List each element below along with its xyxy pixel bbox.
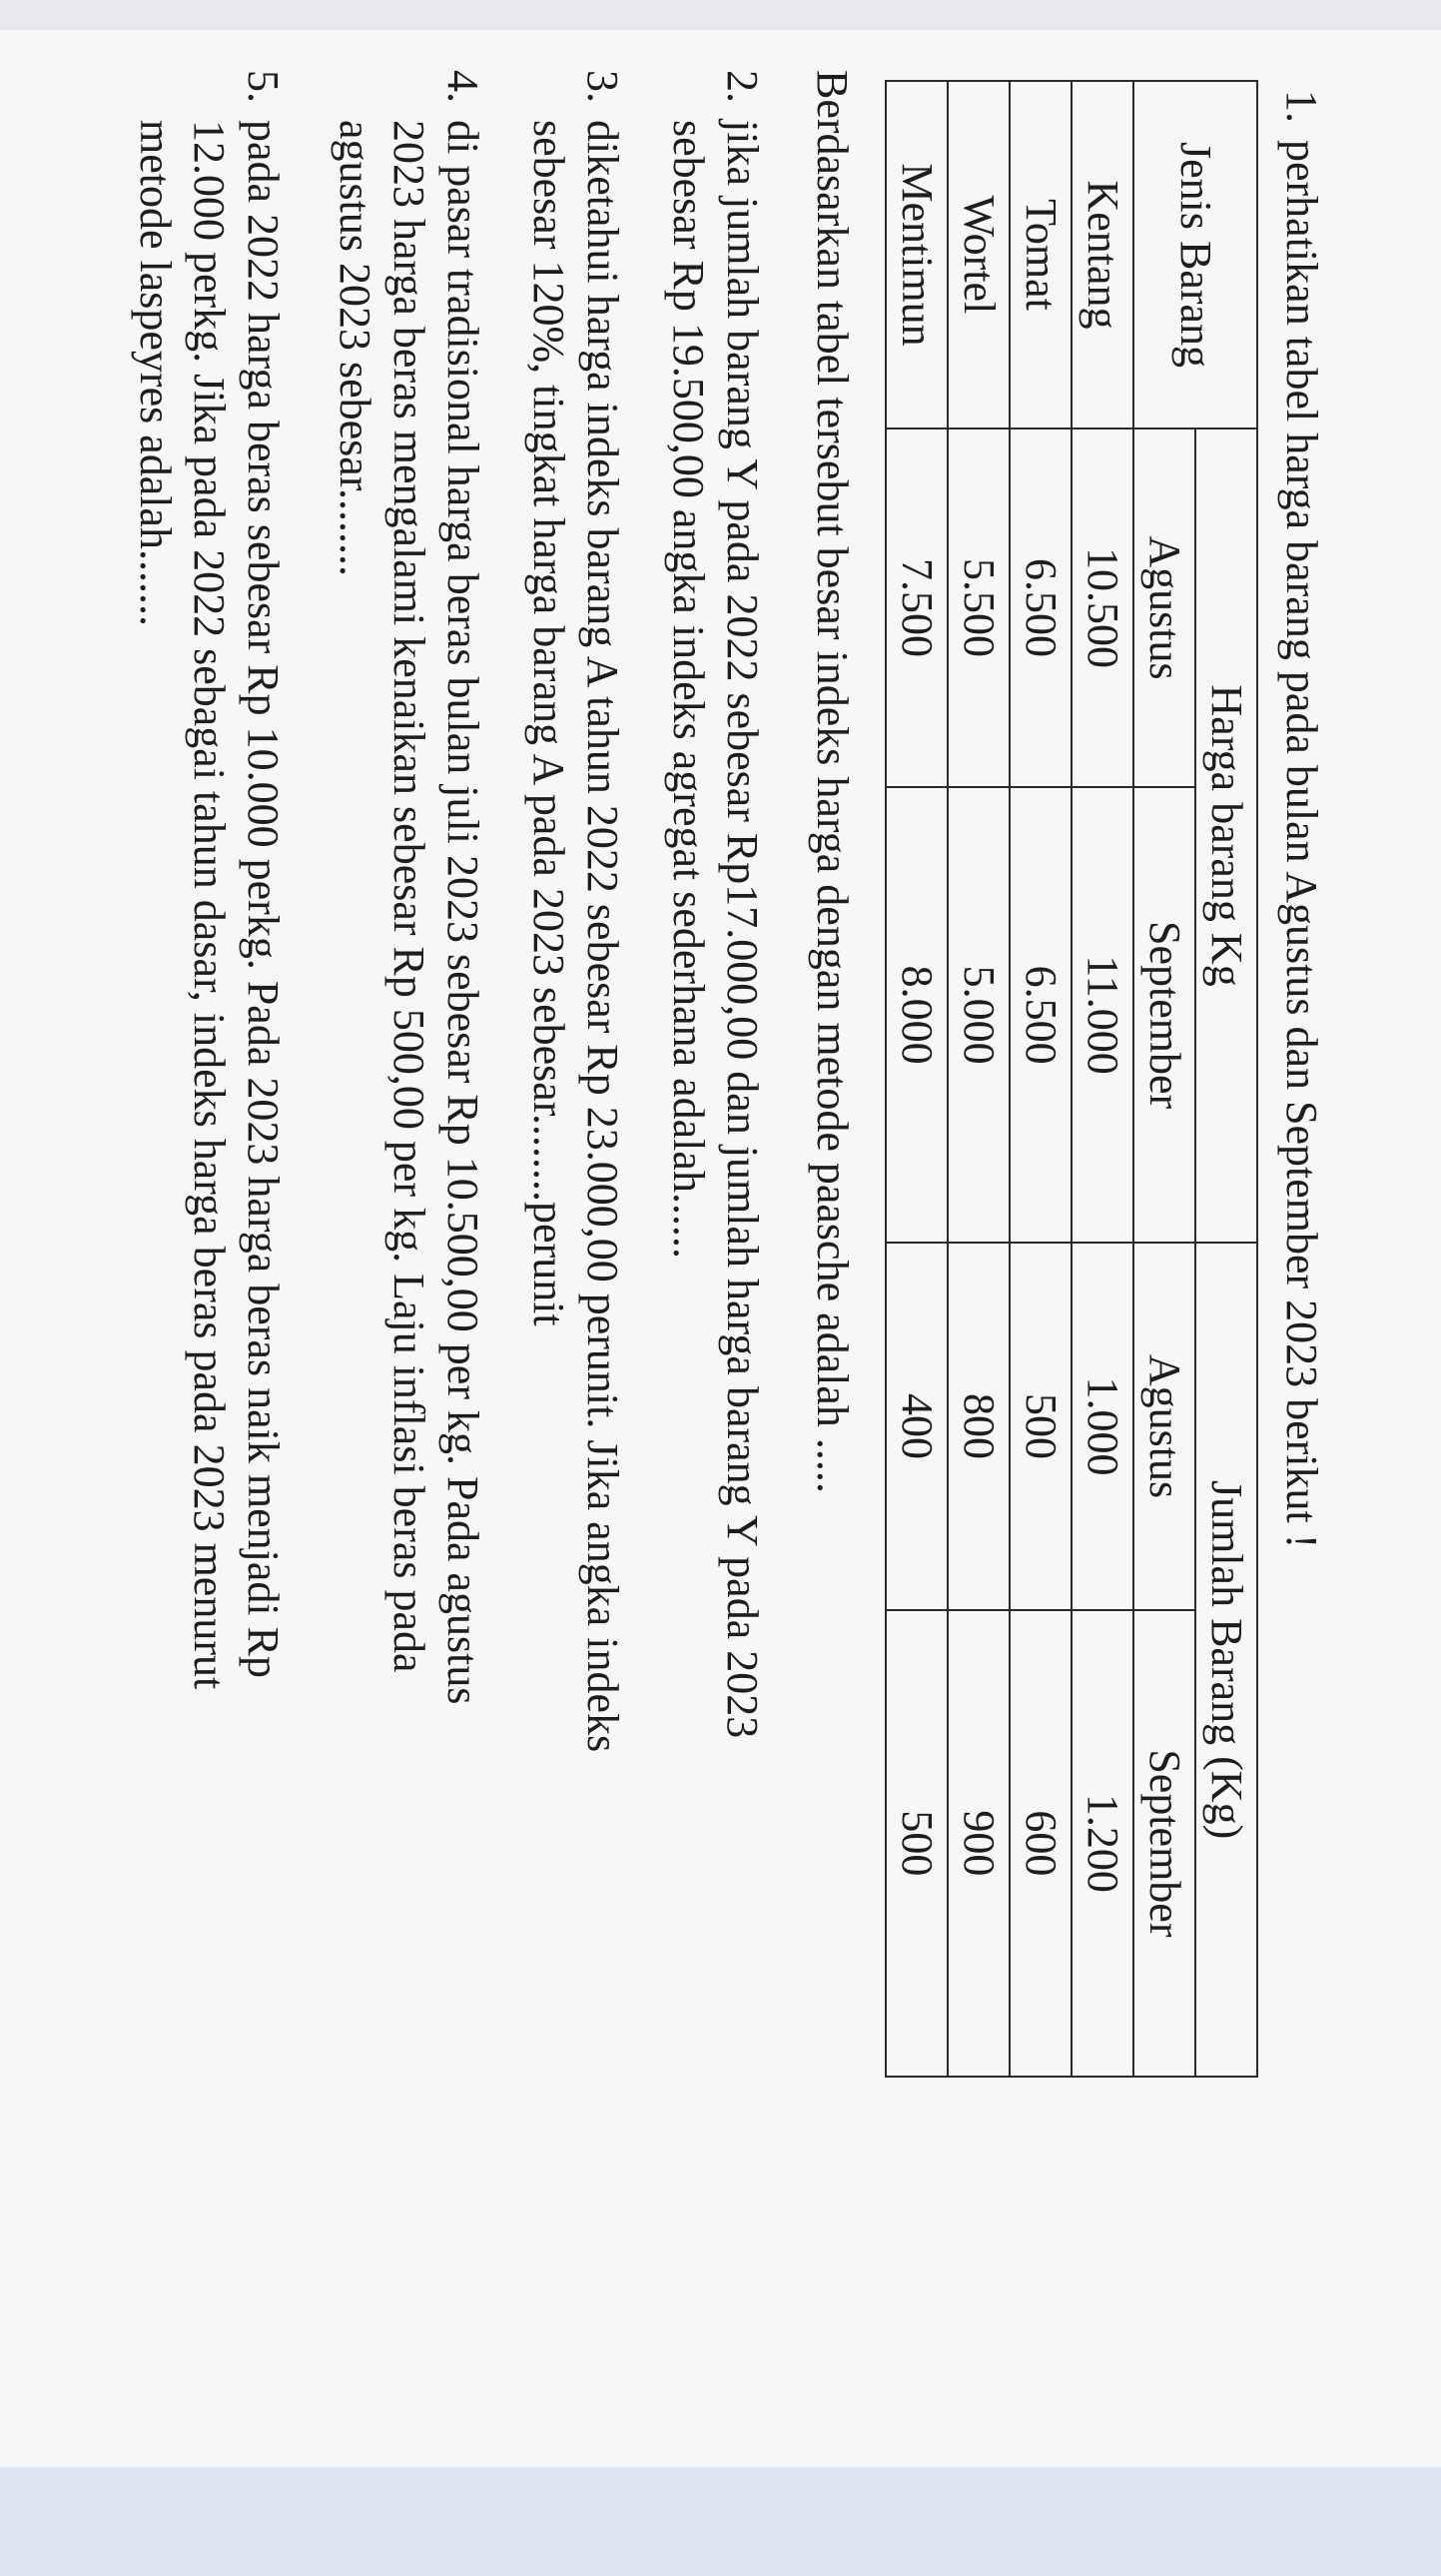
header-price: Harga barang Kg (1195, 429, 1257, 1243)
question-line: sebesar 120%, tingkat harga barang A pada 2023 sebesar........perunit (524, 120, 573, 1326)
header-quantity: Jumlah Barang (Kg) (1195, 1243, 1257, 2077)
question-text (128, 120, 290, 1689)
worksheet-content (30, 70, 1328, 2407)
question-number: 3. (578, 70, 627, 103)
cell-qty-sep: 1.200 (1072, 1610, 1133, 2077)
cell-qty-sep: 900 (948, 1610, 1010, 2077)
question-line: jika jumlah barang Y pada 2022 sebesar Rp17.000,00 dan jumlah harga barang Y pada 2023 (718, 120, 767, 1739)
cell-price-sep: 8.000 (886, 787, 948, 1243)
cell-qty-aug: 800 (948, 1243, 1010, 1610)
table-row (948, 81, 1010, 2077)
table-question-caption: Berdasarkan tabel tersebut besar indeks harga dengan metode paasche adalah ..... (808, 70, 857, 1493)
question-line: agustus 2023 sebesar........ (331, 120, 379, 577)
question-text (328, 120, 489, 1705)
cell-price-aug: 6.500 (1010, 429, 1072, 787)
background-surface (0, 2467, 1441, 2576)
subheader-qty-sep: September (1133, 1610, 1195, 2077)
cell-price-sep: 11.000 (1072, 787, 1133, 1243)
cell-price-aug: 7.500 (886, 429, 948, 787)
question-line: sebesar Rp 19.500,00 angka indeks agregat sederhana adalah...... (664, 120, 713, 1259)
question-number: 1. (1277, 90, 1326, 123)
question-line: 2023 harga beras mengalami kenaikan sebesar Rp 500,00 per kg. Laju inflasi beras pada (384, 120, 433, 1673)
table-row (1010, 81, 1072, 2077)
question-line: diketahui harga indeks barang A tahun 2022 sebesar Rp 23.000,00 perunit. Jika angka indeks (578, 120, 627, 1753)
cell-qty-aug: 1.000 (1072, 1243, 1133, 1610)
cell-qty-aug: 500 (1010, 1243, 1072, 1610)
question-line: 12.000 perkg. Jika pada 2022 sebagai tahun dasar, indeks harga beras pada 2023 menurut (185, 120, 234, 1690)
table-row (886, 81, 948, 2077)
table-row (1072, 81, 1133, 2077)
subheader-price-aug: Agustus (1133, 429, 1195, 787)
question-text (661, 120, 769, 1738)
question-number: 4. (438, 70, 487, 103)
question-number: 5. (239, 70, 288, 103)
question-text: perhatikan tabel harga barang pada bulan Agustus dan September 2023 berikut ! (1277, 140, 1326, 1549)
cell-price-sep: 6.500 (1010, 787, 1072, 1243)
cell-item: Wortel (948, 81, 1010, 429)
cell-item: Tomat (1010, 81, 1072, 429)
cell-qty-sep: 600 (1010, 1610, 1072, 2077)
table-header-row (1195, 81, 1257, 2077)
subheader-price-sep: September (1133, 787, 1195, 1243)
subheader-qty-aug: Agustus (1133, 1243, 1195, 1610)
question-text (521, 120, 629, 1752)
cell-price-aug: 10.500 (1072, 429, 1133, 787)
question-line: pada 2022 harga beras sebesar Rp 10.000 perkg. Pada 2023 harga beras naik menjadi Rp (239, 120, 288, 1678)
question-line: di pasar tradisional harga beras bulan juli 2023 sebesar Rp 10.500,00 per kg. Pada agustus (438, 120, 487, 1705)
question-line: metode laspeyres adalah....... (131, 120, 180, 627)
header-item: Jenis Barang (1133, 81, 1257, 429)
cell-qty-sep: 500 (886, 1610, 948, 2077)
cell-item: Mentimun (886, 81, 948, 429)
price-table (885, 80, 1258, 2078)
cell-price-sep: 5.000 (948, 787, 1010, 1243)
question-number: 2. (718, 70, 767, 103)
cell-item: Kentang (1072, 81, 1133, 429)
cell-qty-aug: 400 (886, 1243, 948, 1610)
cell-price-aug: 5.500 (948, 429, 1010, 787)
